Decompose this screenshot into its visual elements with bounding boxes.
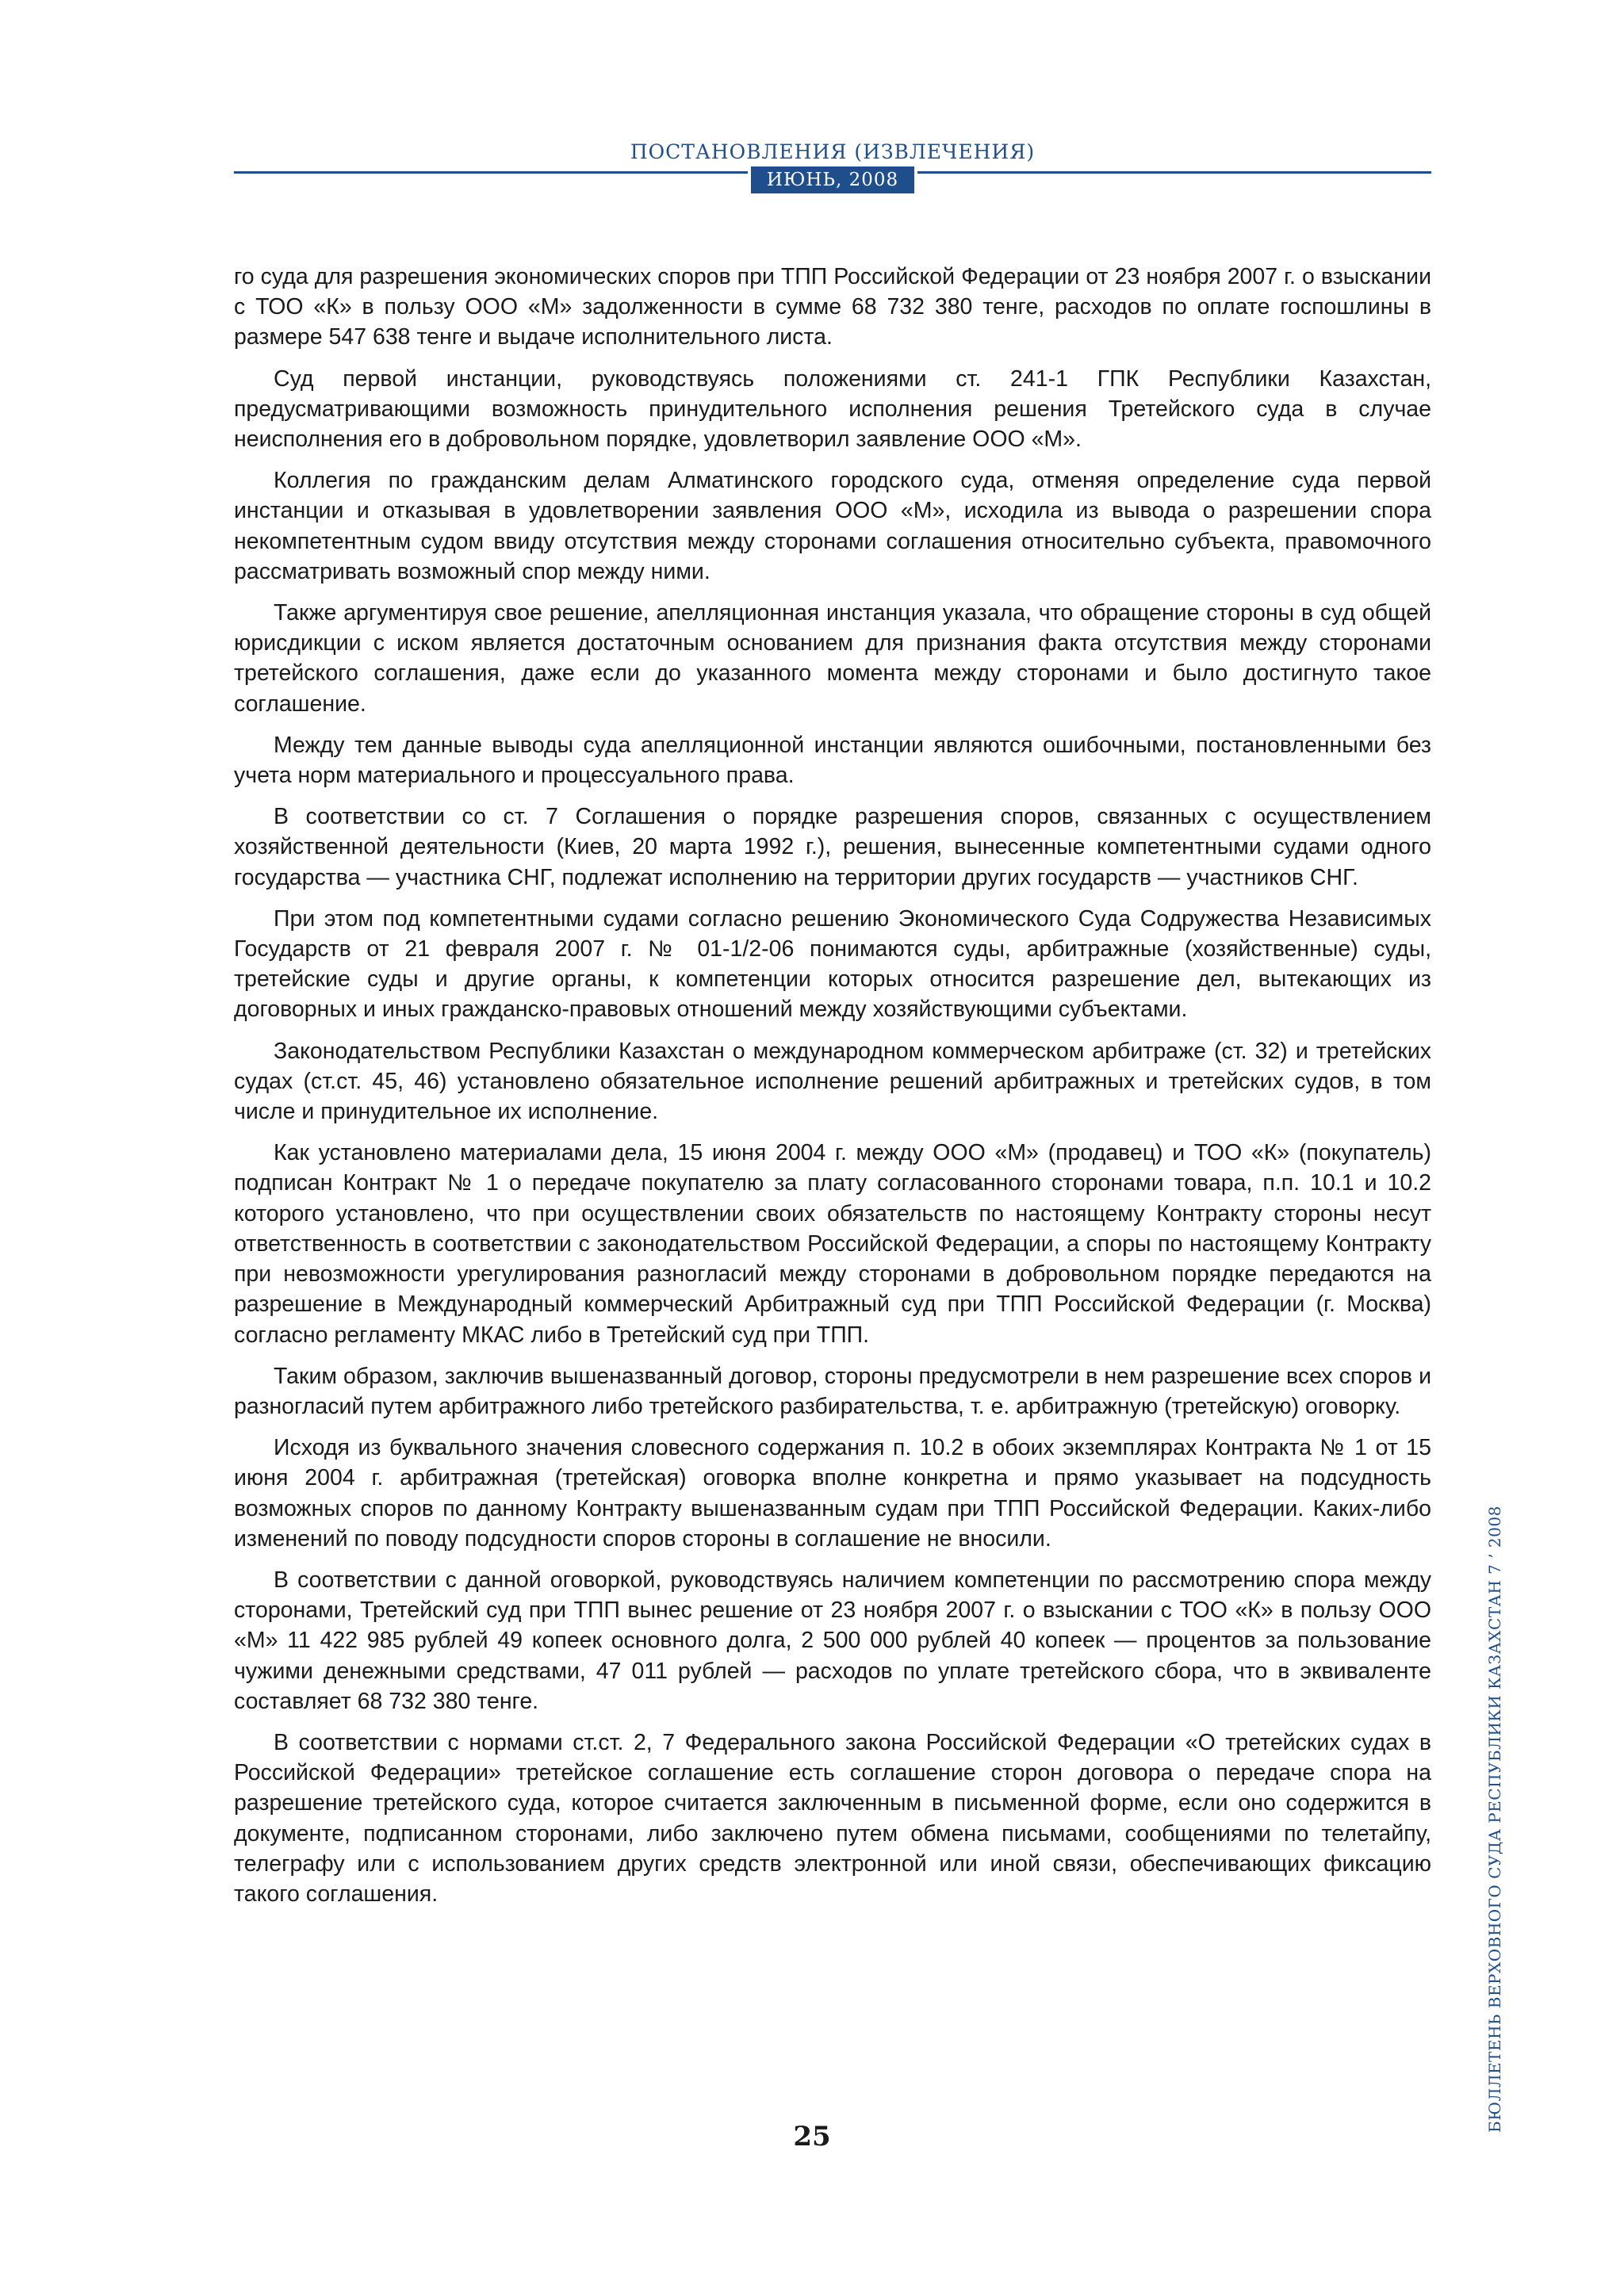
page-number: 25 [793,2121,831,2152]
paragraph: Законодательством Республики Казахстан о международном коммерческом арбитраже (ст. 32) и третейских судах (ст.ст. 45, 46) установлено обязательное исполнение решений арбитражных и третейских судов, в том числе и принудительное их исполнение. [234,1038,1431,1125]
paragraph: го суда для разрешения экономических споров при ТПП Российской Федерации от 23 ноября 2007 г. о взыскании с ТОО «К» в пользу ООО «М» задолженности в сумме 68 732 380 тенге, расходов по оплате госпошлины в размере 547 638 тенге и выдаче исполнительного листа. [234,264,1431,350]
document-body [234,262,1431,1920]
issue-date-badge: ИЮНЬ, 2008 [751,166,914,193]
paragraph: Исходя из буквального значения словесного содержания п. 10.2 в обоих экземплярах Контракта № 1 от 15 июня 2004 г. арбитражная (третейская) оговорка вполне конкретна и прямо указывает на подсудность возможных споров по данному Контракту вышеназванным судам при ТПП Российской Федерации. Каких-либо изменений по поводу подсудности споров стороны в соглашение не вносили. [234,1435,1431,1552]
paragraph: Как установлено материалами дела, 15 июня 2004 г. между ООО «М» (продавец) и ТОО «К» (покупатель) подписан Контракт № 1 о передаче покупателю за плату согласованного сторонами товара, п.п. 10.1 и 10.2 которого установлено, что при осуществлении своих обязательств по настоящему Контракту стороны несут ответственность в соответствии с законодательством Российской Федерации, а споры по настоящему Контракту при невозможности урегулирования разногласий между сторонами в добровольном порядке передаются на разрешение в Международный коммерческий Арбитражный суд при ТПП Российской Федерации (г. Москва) согласно регламенту МКАС либо в Третейский суд при ТПП. [234,1140,1431,1348]
page-header [234,140,1431,203]
paragraph: Таким образом, заключив вышеназванный договор, стороны предусмотрели в нем разрешение всех споров и разногласий путем арбитражного либо третейского разбирательства, т. е. арбитражную (третейскую) оговорку. [234,1363,1431,1419]
paragraph: Между тем данные выводы суда апелляционной инстанции являются ошибочными, постановленными без учета норм материального и процессуального права. [234,732,1431,789]
header-rule-left [234,171,748,174]
paragraph: При этом под компетентными судами согласно решению Экономического Суда Содружества Независимых Государств от 21 февраля 2007 г. № 01-1/2-06 понимаются суды, арбитражные (хозяйственные) суды, третейские суды и другие органы, к компетенции которых относится разрешение дел, вытекающих из договорных и иных гражданско-правовых отношений между хозяйствующими субъектами. [234,905,1431,1023]
paragraph: В соответствии с данной оговоркой, руководствуясь наличием компетенции по рассмотрению спора между сторонами, Третейский суд при ТПП вынес решение от 23 ноября 2007 г. о взыскании с ТОО «К» в пользу ООО «М» 11 422 985 рублей 49 копеек основного долга, 2 500 000 рублей 40 копеек — процентов за пользование чужими денежными средствами, 47 011 рублей — расходов по уплате третейского сбора, что в эквиваленте составляет 68 732 380 тенге. [234,1567,1431,1714]
section-title: ПОСТАНОВЛЕНИЯ (ИЗВЛЕЧЕНИЯ) [630,140,1036,163]
paragraph: Суд первой инстанции, руководствуясь положениями ст. 241-1 ГПК Республики Казахстан, предусматривающими возможность принудительного исполнения решения Третейского суда в случае неисполнения его в добровольном порядке, удовлетворил заявление ООО «М». [234,365,1431,453]
journal-side-label: БЮЛЛЕТЕНЬ ВЕРХОВНОГО СУДА РЕСПУБЛИКИ КАЗАХСТАН 7 ’ 2008 [1485,1506,1504,2133]
paragraph: В соответствии со ст. 7 Соглашения о порядке разрешения споров, связанных с осуществлением хозяйственной деятельности (Киев, 20 марта 1992 г.), решения, вынесенные компетентными судами одного государства — участника СНГ, подлежат исполнению на территории других государств — участников СНГ. [234,804,1431,890]
paragraph: Коллегия по гражданским делам Алматинского городского суда, отменяя определение суда первой инстанции и отказывая в удовлетворении заявления ООО «М», исходила из вывода о разрешении спора некомпетентным судом ввиду отсутствия между сторонами соглашения относительно субъекта, правомочного рассматривать возможный спор между ними. [234,468,1431,584]
paragraph: В соответствии с нормами ст.ст. 2, 7 Федерального закона Российской Федерации «О третейских судах в Российской Федерации» третейское соглашение есть соглашение сторон договора о передаче спора на разрешение третейского суда, которое считается заключенным в письменной форме, если оно содержится в документе, подписанном сторонами, либо заключено путем обмена письмами, сообщениями по телетайпу, телеграфу или с использованием других средств электронной или иной связи, обеспечивающих фиксацию такого соглашения. [234,1729,1431,1907]
header-rule-right [917,171,1431,174]
paragraph: Также аргументируя свое решение, апелляционная инстанция указала, что обращение стороны в суд общей юрисдикции с иском является достаточным основанием для признания факта отсутствия между сторонами третейского соглашения, даже если до указанного момента между сторонами и было достигнуто такое соглашение. [234,600,1431,717]
